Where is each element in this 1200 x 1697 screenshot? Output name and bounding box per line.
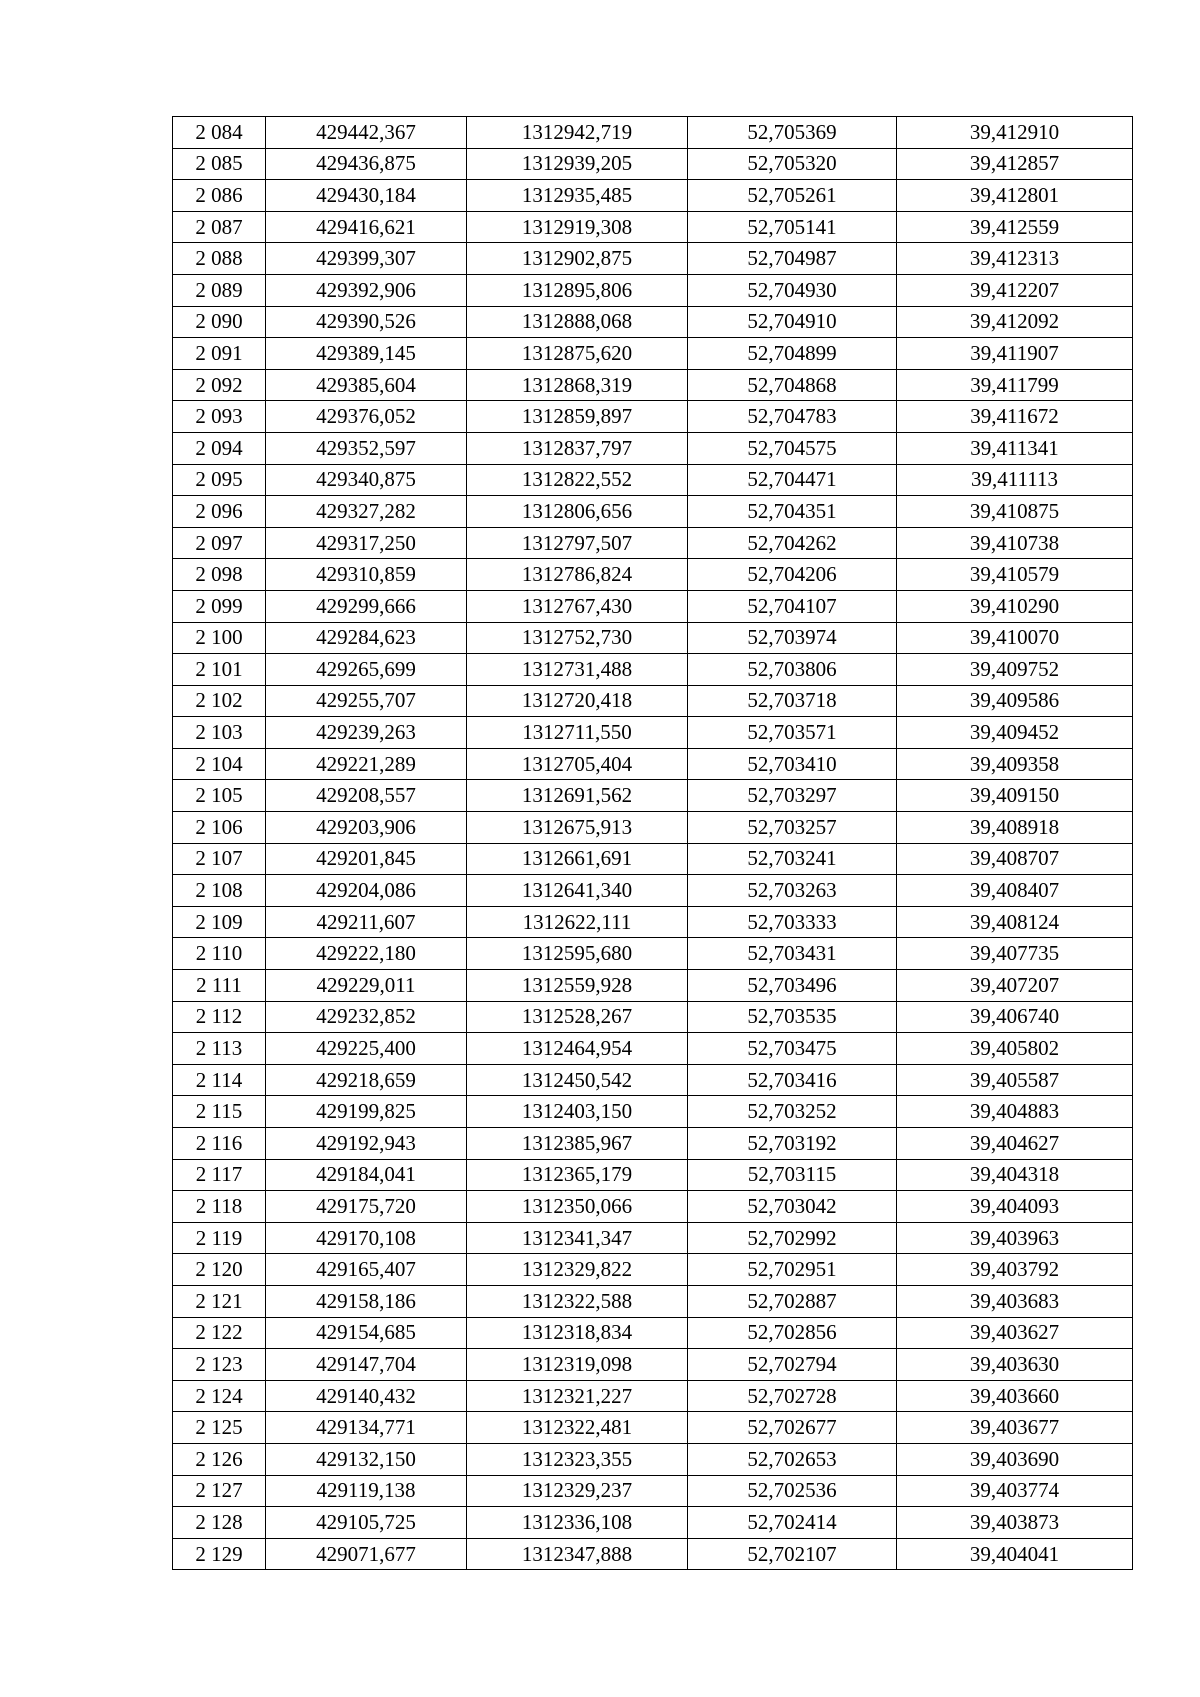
latitude-cell: 52,703252: [688, 1096, 897, 1128]
table-row: [173, 780, 1133, 812]
y-coordinate-cell: 1312797,507: [467, 527, 688, 559]
latitude-cell: 52,704868: [688, 369, 897, 401]
x-coordinate-cell: 429132,150: [266, 1443, 467, 1475]
x-coordinate-cell: 429140,432: [266, 1380, 467, 1412]
longitude-cell: 39,408918: [897, 812, 1133, 844]
point-number-cell: 2 094: [173, 432, 266, 464]
y-coordinate-cell: 1312675,913: [467, 812, 688, 844]
longitude-cell: 39,404318: [897, 1159, 1133, 1191]
longitude-cell: 39,412207: [897, 274, 1133, 306]
y-coordinate-cell: 1312450,542: [467, 1064, 688, 1096]
latitude-cell: 52,705261: [688, 180, 897, 212]
longitude-cell: 39,406740: [897, 1001, 1133, 1033]
y-coordinate-cell: 1312888,068: [467, 306, 688, 338]
y-coordinate-cell: 1312336,108: [467, 1507, 688, 1539]
latitude-cell: 52,704899: [688, 338, 897, 370]
y-coordinate-cell: 1312822,552: [467, 464, 688, 496]
x-coordinate-cell: 429158,186: [266, 1285, 467, 1317]
y-coordinate-cell: 1312752,730: [467, 622, 688, 654]
y-coordinate-cell: 1312939,205: [467, 148, 688, 180]
point-number-cell: 2 085: [173, 148, 266, 180]
point-number-cell: 2 100: [173, 622, 266, 654]
longitude-cell: 39,403677: [897, 1412, 1133, 1444]
table-row: [173, 1380, 1133, 1412]
latitude-cell: 52,703241: [688, 843, 897, 875]
table-row: [173, 622, 1133, 654]
latitude-cell: 52,703431: [688, 938, 897, 970]
y-coordinate-cell: 1312385,967: [467, 1128, 688, 1160]
table-row: [173, 1033, 1133, 1065]
longitude-cell: 39,412910: [897, 117, 1133, 149]
x-coordinate-cell: 429255,707: [266, 685, 467, 717]
y-coordinate-cell: 1312691,562: [467, 780, 688, 812]
longitude-cell: 39,403963: [897, 1222, 1133, 1254]
longitude-cell: 39,404041: [897, 1538, 1133, 1570]
y-coordinate-cell: 1312559,928: [467, 970, 688, 1002]
longitude-cell: 39,403792: [897, 1254, 1133, 1286]
x-coordinate-cell: 429204,086: [266, 875, 467, 907]
longitude-cell: 39,403683: [897, 1285, 1133, 1317]
point-number-cell: 2 087: [173, 211, 266, 243]
latitude-cell: 52,703192: [688, 1128, 897, 1160]
y-coordinate-cell: 1312935,485: [467, 180, 688, 212]
table-row: [173, 432, 1133, 464]
longitude-cell: 39,410070: [897, 622, 1133, 654]
table-row: [173, 1507, 1133, 1539]
table-row: [173, 1222, 1133, 1254]
point-number-cell: 2 097: [173, 527, 266, 559]
table-row: [173, 1096, 1133, 1128]
latitude-cell: 52,702887: [688, 1285, 897, 1317]
latitude-cell: 52,704930: [688, 274, 897, 306]
longitude-cell: 39,409586: [897, 685, 1133, 717]
longitude-cell: 39,410290: [897, 590, 1133, 622]
longitude-cell: 39,411113: [897, 464, 1133, 496]
table-row: [173, 1159, 1133, 1191]
table-row: [173, 338, 1133, 370]
y-coordinate-cell: 1312767,430: [467, 590, 688, 622]
latitude-cell: 52,703410: [688, 748, 897, 780]
x-coordinate-cell: 429430,184: [266, 180, 467, 212]
longitude-cell: 39,404883: [897, 1096, 1133, 1128]
x-coordinate-cell: 429352,597: [266, 432, 467, 464]
longitude-cell: 39,409452: [897, 717, 1133, 749]
table-row: [173, 1001, 1133, 1033]
x-coordinate-cell: 429105,725: [266, 1507, 467, 1539]
longitude-cell: 39,403660: [897, 1380, 1133, 1412]
latitude-cell: 52,703257: [688, 812, 897, 844]
point-number-cell: 2 106: [173, 812, 266, 844]
point-number-cell: 2 116: [173, 1128, 266, 1160]
point-number-cell: 2 118: [173, 1191, 266, 1223]
x-coordinate-cell: 429232,852: [266, 1001, 467, 1033]
y-coordinate-cell: 1312641,340: [467, 875, 688, 907]
x-coordinate-cell: 429385,604: [266, 369, 467, 401]
latitude-cell: 52,704783: [688, 401, 897, 433]
point-number-cell: 2 107: [173, 843, 266, 875]
point-number-cell: 2 117: [173, 1159, 266, 1191]
y-coordinate-cell: 1312322,588: [467, 1285, 688, 1317]
latitude-cell: 52,704351: [688, 496, 897, 528]
x-coordinate-cell: 429340,875: [266, 464, 467, 496]
table-row: [173, 148, 1133, 180]
y-coordinate-cell: 1312705,404: [467, 748, 688, 780]
x-coordinate-cell: 429208,557: [266, 780, 467, 812]
table-row: [173, 274, 1133, 306]
table-row: [173, 401, 1133, 433]
table-row: [173, 211, 1133, 243]
table-row: [173, 1128, 1133, 1160]
y-coordinate-cell: 1312622,111: [467, 906, 688, 938]
longitude-cell: 39,405587: [897, 1064, 1133, 1096]
x-coordinate-cell: 429154,685: [266, 1317, 467, 1349]
table-row: [173, 685, 1133, 717]
x-coordinate-cell: 429376,052: [266, 401, 467, 433]
x-coordinate-cell: 429147,704: [266, 1349, 467, 1381]
y-coordinate-cell: 1312859,897: [467, 401, 688, 433]
latitude-cell: 52,703496: [688, 970, 897, 1002]
table-row: [173, 812, 1133, 844]
point-number-cell: 2 084: [173, 117, 266, 149]
x-coordinate-cell: 429071,677: [266, 1538, 467, 1570]
point-number-cell: 2 122: [173, 1317, 266, 1349]
x-coordinate-cell: 429222,180: [266, 938, 467, 970]
longitude-cell: 39,408124: [897, 906, 1133, 938]
y-coordinate-cell: 1312318,834: [467, 1317, 688, 1349]
latitude-cell: 52,702992: [688, 1222, 897, 1254]
y-coordinate-cell: 1312403,150: [467, 1096, 688, 1128]
longitude-cell: 39,408707: [897, 843, 1133, 875]
latitude-cell: 52,703115: [688, 1159, 897, 1191]
table-row: [173, 654, 1133, 686]
point-number-cell: 2 128: [173, 1507, 266, 1539]
longitude-cell: 39,411341: [897, 432, 1133, 464]
y-coordinate-cell: 1312731,488: [467, 654, 688, 686]
longitude-cell: 39,412801: [897, 180, 1133, 212]
latitude-cell: 52,702951: [688, 1254, 897, 1286]
y-coordinate-cell: 1312464,954: [467, 1033, 688, 1065]
longitude-cell: 39,409150: [897, 780, 1133, 812]
y-coordinate-cell: 1312902,875: [467, 243, 688, 275]
y-coordinate-cell: 1312720,418: [467, 685, 688, 717]
table-row: [173, 748, 1133, 780]
y-coordinate-cell: 1312661,691: [467, 843, 688, 875]
table-row: [173, 117, 1133, 149]
point-number-cell: 2 103: [173, 717, 266, 749]
x-coordinate-cell: 429221,289: [266, 748, 467, 780]
point-number-cell: 2 115: [173, 1096, 266, 1128]
table-row: [173, 938, 1133, 970]
longitude-cell: 39,411799: [897, 369, 1133, 401]
point-number-cell: 2 121: [173, 1285, 266, 1317]
latitude-cell: 52,702794: [688, 1349, 897, 1381]
x-coordinate-cell: 429284,623: [266, 622, 467, 654]
coordinates-table-body: [173, 117, 1133, 1570]
latitude-cell: 52,703042: [688, 1191, 897, 1223]
x-coordinate-cell: 429416,621: [266, 211, 467, 243]
table-row: [173, 717, 1133, 749]
point-number-cell: 2 123: [173, 1349, 266, 1381]
table-row: [173, 843, 1133, 875]
x-coordinate-cell: 429317,250: [266, 527, 467, 559]
x-coordinate-cell: 429175,720: [266, 1191, 467, 1223]
point-number-cell: 2 091: [173, 338, 266, 370]
latitude-cell: 52,703333: [688, 906, 897, 938]
latitude-cell: 52,702728: [688, 1380, 897, 1412]
y-coordinate-cell: 1312595,680: [467, 938, 688, 970]
latitude-cell: 52,704575: [688, 432, 897, 464]
longitude-cell: 39,411907: [897, 338, 1133, 370]
latitude-cell: 52,705369: [688, 117, 897, 149]
latitude-cell: 52,704987: [688, 243, 897, 275]
point-number-cell: 2 108: [173, 875, 266, 907]
y-coordinate-cell: 1312895,806: [467, 274, 688, 306]
point-number-cell: 2 105: [173, 780, 266, 812]
latitude-cell: 52,704262: [688, 527, 897, 559]
table-row: [173, 906, 1133, 938]
y-coordinate-cell: 1312942,719: [467, 117, 688, 149]
latitude-cell: 52,702653: [688, 1443, 897, 1475]
table-row: [173, 559, 1133, 591]
y-coordinate-cell: 1312711,550: [467, 717, 688, 749]
longitude-cell: 39,412313: [897, 243, 1133, 275]
longitude-cell: 39,403627: [897, 1317, 1133, 1349]
latitude-cell: 52,703416: [688, 1064, 897, 1096]
point-number-cell: 2 102: [173, 685, 266, 717]
table-row: [173, 1254, 1133, 1286]
longitude-cell: 39,410579: [897, 559, 1133, 591]
x-coordinate-cell: 429211,607: [266, 906, 467, 938]
latitude-cell: 52,703475: [688, 1033, 897, 1065]
x-coordinate-cell: 429119,138: [266, 1475, 467, 1507]
table-row: [173, 306, 1133, 338]
table-row: [173, 1349, 1133, 1381]
x-coordinate-cell: 429134,771: [266, 1412, 467, 1444]
point-number-cell: 2 110: [173, 938, 266, 970]
x-coordinate-cell: 429265,699: [266, 654, 467, 686]
point-number-cell: 2 095: [173, 464, 266, 496]
longitude-cell: 39,404627: [897, 1128, 1133, 1160]
x-coordinate-cell: 429436,875: [266, 148, 467, 180]
latitude-cell: 52,702677: [688, 1412, 897, 1444]
y-coordinate-cell: 1312528,267: [467, 1001, 688, 1033]
table-row: [173, 1538, 1133, 1570]
point-number-cell: 2 093: [173, 401, 266, 433]
table-row: [173, 527, 1133, 559]
table-row: [173, 369, 1133, 401]
point-number-cell: 2 096: [173, 496, 266, 528]
table-row: [173, 1412, 1133, 1444]
latitude-cell: 52,704471: [688, 464, 897, 496]
longitude-cell: 39,409358: [897, 748, 1133, 780]
longitude-cell: 39,403873: [897, 1507, 1133, 1539]
longitude-cell: 39,412857: [897, 148, 1133, 180]
y-coordinate-cell: 1312341,347: [467, 1222, 688, 1254]
x-coordinate-cell: 429392,906: [266, 274, 467, 306]
point-number-cell: 2 129: [173, 1538, 266, 1570]
point-number-cell: 2 112: [173, 1001, 266, 1033]
longitude-cell: 39,412559: [897, 211, 1133, 243]
x-coordinate-cell: 429239,263: [266, 717, 467, 749]
table-row: [173, 1317, 1133, 1349]
point-number-cell: 2 088: [173, 243, 266, 275]
latitude-cell: 52,703974: [688, 622, 897, 654]
y-coordinate-cell: 1312347,888: [467, 1538, 688, 1570]
latitude-cell: 52,705320: [688, 148, 897, 180]
latitude-cell: 52,705141: [688, 211, 897, 243]
table-row: [173, 875, 1133, 907]
y-coordinate-cell: 1312786,824: [467, 559, 688, 591]
point-number-cell: 2 089: [173, 274, 266, 306]
x-coordinate-cell: 429299,666: [266, 590, 467, 622]
latitude-cell: 52,702856: [688, 1317, 897, 1349]
x-coordinate-cell: 429225,400: [266, 1033, 467, 1065]
point-number-cell: 2 120: [173, 1254, 266, 1286]
x-coordinate-cell: 429327,282: [266, 496, 467, 528]
point-number-cell: 2 092: [173, 369, 266, 401]
point-number-cell: 2 125: [173, 1412, 266, 1444]
point-number-cell: 2 114: [173, 1064, 266, 1096]
longitude-cell: 39,407207: [897, 970, 1133, 1002]
point-number-cell: 2 124: [173, 1380, 266, 1412]
latitude-cell: 52,703718: [688, 685, 897, 717]
point-number-cell: 2 119: [173, 1222, 266, 1254]
x-coordinate-cell: 429229,011: [266, 970, 467, 1002]
y-coordinate-cell: 1312319,098: [467, 1349, 688, 1381]
latitude-cell: 52,703263: [688, 875, 897, 907]
x-coordinate-cell: 429442,367: [266, 117, 467, 149]
longitude-cell: 39,409752: [897, 654, 1133, 686]
table-row: [173, 970, 1133, 1002]
longitude-cell: 39,411672: [897, 401, 1133, 433]
y-coordinate-cell: 1312329,822: [467, 1254, 688, 1286]
x-coordinate-cell: 429192,943: [266, 1128, 467, 1160]
x-coordinate-cell: 429170,108: [266, 1222, 467, 1254]
longitude-cell: 39,403690: [897, 1443, 1133, 1475]
point-number-cell: 2 109: [173, 906, 266, 938]
table-row: [173, 464, 1133, 496]
latitude-cell: 52,703571: [688, 717, 897, 749]
y-coordinate-cell: 1312323,355: [467, 1443, 688, 1475]
point-number-cell: 2 090: [173, 306, 266, 338]
y-coordinate-cell: 1312868,319: [467, 369, 688, 401]
x-coordinate-cell: 429165,407: [266, 1254, 467, 1286]
table-row: [173, 1475, 1133, 1507]
x-coordinate-cell: 429399,307: [266, 243, 467, 275]
y-coordinate-cell: 1312321,227: [467, 1380, 688, 1412]
point-number-cell: 2 098: [173, 559, 266, 591]
point-number-cell: 2 126: [173, 1443, 266, 1475]
longitude-cell: 39,408407: [897, 875, 1133, 907]
table-row: [173, 243, 1133, 275]
x-coordinate-cell: 429199,825: [266, 1096, 467, 1128]
y-coordinate-cell: 1312837,797: [467, 432, 688, 464]
x-coordinate-cell: 429218,659: [266, 1064, 467, 1096]
latitude-cell: 52,702414: [688, 1507, 897, 1539]
y-coordinate-cell: 1312322,481: [467, 1412, 688, 1444]
table-row: [173, 1064, 1133, 1096]
latitude-cell: 52,704107: [688, 590, 897, 622]
latitude-cell: 52,702107: [688, 1538, 897, 1570]
x-coordinate-cell: 429310,859: [266, 559, 467, 591]
longitude-cell: 39,403774: [897, 1475, 1133, 1507]
y-coordinate-cell: 1312875,620: [467, 338, 688, 370]
point-number-cell: 2 104: [173, 748, 266, 780]
longitude-cell: 39,410738: [897, 527, 1133, 559]
longitude-cell: 39,403630: [897, 1349, 1133, 1381]
table-row: [173, 1191, 1133, 1223]
point-number-cell: 2 099: [173, 590, 266, 622]
longitude-cell: 39,410875: [897, 496, 1133, 528]
y-coordinate-cell: 1312919,308: [467, 211, 688, 243]
latitude-cell: 52,703535: [688, 1001, 897, 1033]
table-row: [173, 590, 1133, 622]
point-number-cell: 2 101: [173, 654, 266, 686]
latitude-cell: 52,703806: [688, 654, 897, 686]
coordinates-table: [172, 116, 1133, 1570]
x-coordinate-cell: 429389,145: [266, 338, 467, 370]
latitude-cell: 52,704206: [688, 559, 897, 591]
y-coordinate-cell: 1312806,656: [467, 496, 688, 528]
y-coordinate-cell: 1312350,066: [467, 1191, 688, 1223]
table-row: [173, 1443, 1133, 1475]
table-row: [173, 180, 1133, 212]
longitude-cell: 39,407735: [897, 938, 1133, 970]
y-coordinate-cell: 1312329,237: [467, 1475, 688, 1507]
point-number-cell: 2 086: [173, 180, 266, 212]
x-coordinate-cell: 429201,845: [266, 843, 467, 875]
x-coordinate-cell: 429184,041: [266, 1159, 467, 1191]
point-number-cell: 2 111: [173, 970, 266, 1002]
longitude-cell: 39,412092: [897, 306, 1133, 338]
point-number-cell: 2 127: [173, 1475, 266, 1507]
x-coordinate-cell: 429203,906: [266, 812, 467, 844]
table-row: [173, 1285, 1133, 1317]
latitude-cell: 52,703297: [688, 780, 897, 812]
table-row: [173, 496, 1133, 528]
y-coordinate-cell: 1312365,179: [467, 1159, 688, 1191]
latitude-cell: 52,704910: [688, 306, 897, 338]
x-coordinate-cell: 429390,526: [266, 306, 467, 338]
point-number-cell: 2 113: [173, 1033, 266, 1065]
longitude-cell: 39,404093: [897, 1191, 1133, 1223]
latitude-cell: 52,702536: [688, 1475, 897, 1507]
longitude-cell: 39,405802: [897, 1033, 1133, 1065]
